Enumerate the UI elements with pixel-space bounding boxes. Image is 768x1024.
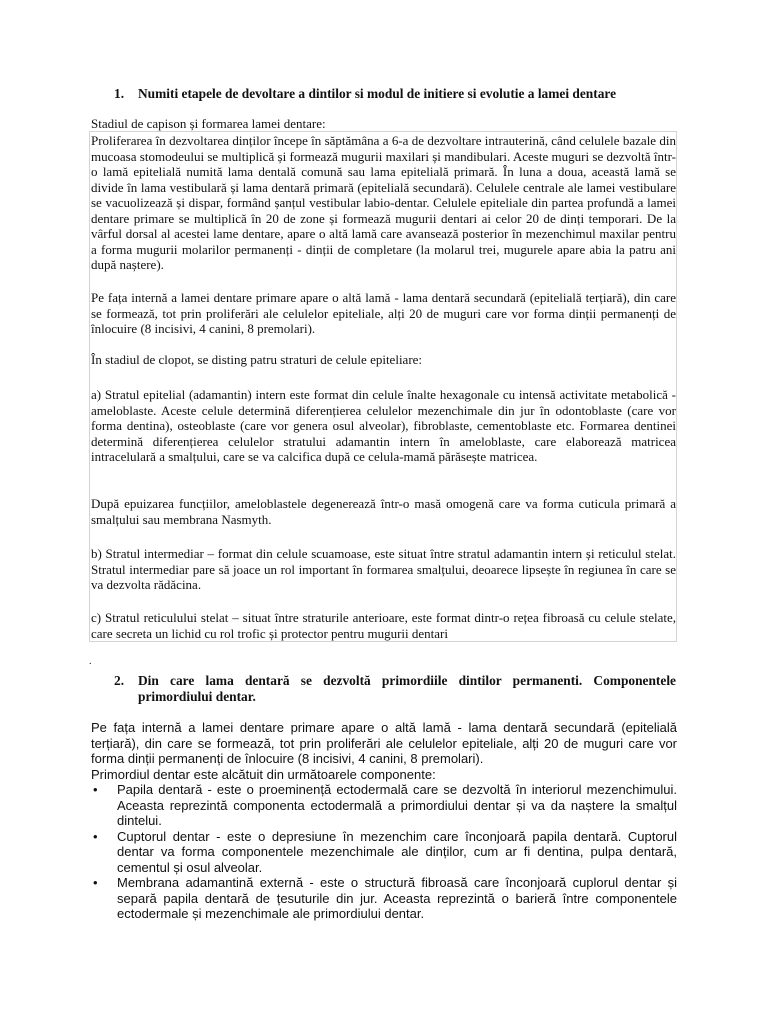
section-1-subheading: Stadiul de capison și formarea lamei dentare:	[91, 116, 326, 131]
list-item	[91, 829, 677, 876]
paragraph-inner-epithelium: a) Stratul epitelial (adamantin) intern este format din celule înalte hexagonale cu intensă activitate metabolică - ameloblaste. Aceste celule determină diferențierea celulelor mezenchimale din jur în odontoblaste (care vor forma dentina), osteoblaste (care vor genera osul alveolar), fibroblaste, cementoblaste etc. Formarea dentinei determină diferențierea celulelor stratului adamantin intern în ameloblaste, care elaborează matricea intracelulară a smalțului, care se va calcifica după ce celula-mamă părăsește matricea.	[91, 387, 676, 464]
list-item-text: Cuptorul dentar - este o depresiune în mezenchim care înconjoară papila dentară. Cuptorul dentar va forma componentele mezenchimale ale dinților, cum ar fi dentina, pulpa dentară, cementul și osul alveolar.	[117, 828, 677, 875]
bullet-icon: •	[93, 782, 98, 797]
section-2-list-intro: Primordiul dentar este alcătuit din următoarele componente:	[91, 766, 436, 782]
paragraph-bell-stage: În stadiul de clopot, se disting patru straturi de celule epiteliare:	[91, 352, 423, 367]
question-2-title: Din care lama dentară se dezvoltă primordiile dintilor permanenti. Componentele primordiului dentar.	[138, 673, 676, 704]
paragraph-secondary-lamina: Pe fața internă a lamei dentare primare apare o altă lamă - lama dentară secundară (epitelială terțiară), din care se formează, tot prin proliferări ale celulelor epiteliale, alți 20 de muguri care vor forma dinții permanenți de înlocuire (8 incisivi, 4 canini, 8 premolari).	[91, 290, 676, 336]
section-2-body	[91, 720, 677, 922]
paragraph-nasmyth: După epuizarea funcțiilor, ameloblastele degenerează într-o masă omogenă care va forma cuticula primară a smalțului sau membrana Nasmyth.	[91, 496, 676, 527]
bullet-icon: •	[93, 828, 98, 844]
section-2-intro: Pe fața internă a lamei dentare primare apare o altă lamă - lama dentară secundară (epitelială terțiară), din care se formează, tot prin proliferări ale celulelor epiteliale, alți 20 de muguri care vor forma dinții permanenți de înlocuire (8 incisivi, 4 canini, 8 premolari).	[91, 720, 677, 766]
question-2-heading	[114, 673, 676, 705]
bullet-icon: •	[93, 875, 98, 890]
paragraph-proliferation: Proliferarea în dezvoltarea dinților începe în săptămâna a 6-a de dezvoltare intrauterină, când celulele bazale din mucoasa stomodeului se multiplică și formează mugurii maxilari și mandibulari. Aceste muguri se dezvoltă într-o lamă epitelială numită lama dentală comună sau lama epitelială primară. În luna a doua, această lamă se divide în lama vestibulară și lama dentară primară (epitelială secundară). Celulele centrale ale lamei vestibulare se vacuolizează și dispar, formând șanțul vestibular labio-dentar. Celulele epiteliale din partea profundă a lamei dentare primare se multiplică în 20 de zone și formează mugurii dentari ai celor 20 de dinți temporari. De la vârful dorsal al acestei lame dentare, apare o altă lamă care avansează posterior în mezenchimul maxilar pentru a forma mugurii molarilor permanenți - dinții de completare (la molarul trei, mugurele apare abia la patru ani după naștere).	[91, 133, 676, 272]
list-item	[91, 875, 677, 922]
question-1-heading	[114, 86, 674, 102]
list-item-text: Membrana adamantină externă - este o structură fibroasă care înconjoară cuplorul dentar și separă papila dentară de țesuturile din jur. Aceasta reprezintă o barieră între componentele ectodermale și mezenchimale ale primordiului dentar.	[117, 875, 677, 921]
question-1-title: Numiti etapele de devoltare a dintilor si modul de initiere si evolutie a lamei dentare	[138, 86, 617, 101]
paragraph-stratum-intermedium: b) Stratul intermediar – format din celule scuamoase, este situat între stratul adamantin intern și reticulul stelat. Stratul intermediar pare să joace un rol important în formarea smalțului, deoarece lipsește în regiunea în care se va dezvolta rădăcina.	[91, 546, 676, 592]
components-list	[91, 782, 677, 922]
question-1-number: 1.	[114, 86, 125, 101]
list-item	[91, 782, 677, 829]
paragraph-stellate-reticulum: c) Stratul reticulului stelat – situat între straturile anterioare, este format dintr-o rețea fibroasă cu celule stelate, care secreta un lichid cu rol trofic și protector pentru mugurii dentari	[91, 610, 676, 641]
separator-dot: .	[89, 656, 92, 667]
question-2-number: 2.	[114, 673, 125, 688]
list-item-text: Papila dentară - este o proeminență ectodermală care se dezvoltă în interiorul mezenchimului. Aceasta reprezintă componenta ectodermală a primordiului dentar și va da naștere la smalțul dintelui.	[117, 782, 677, 828]
